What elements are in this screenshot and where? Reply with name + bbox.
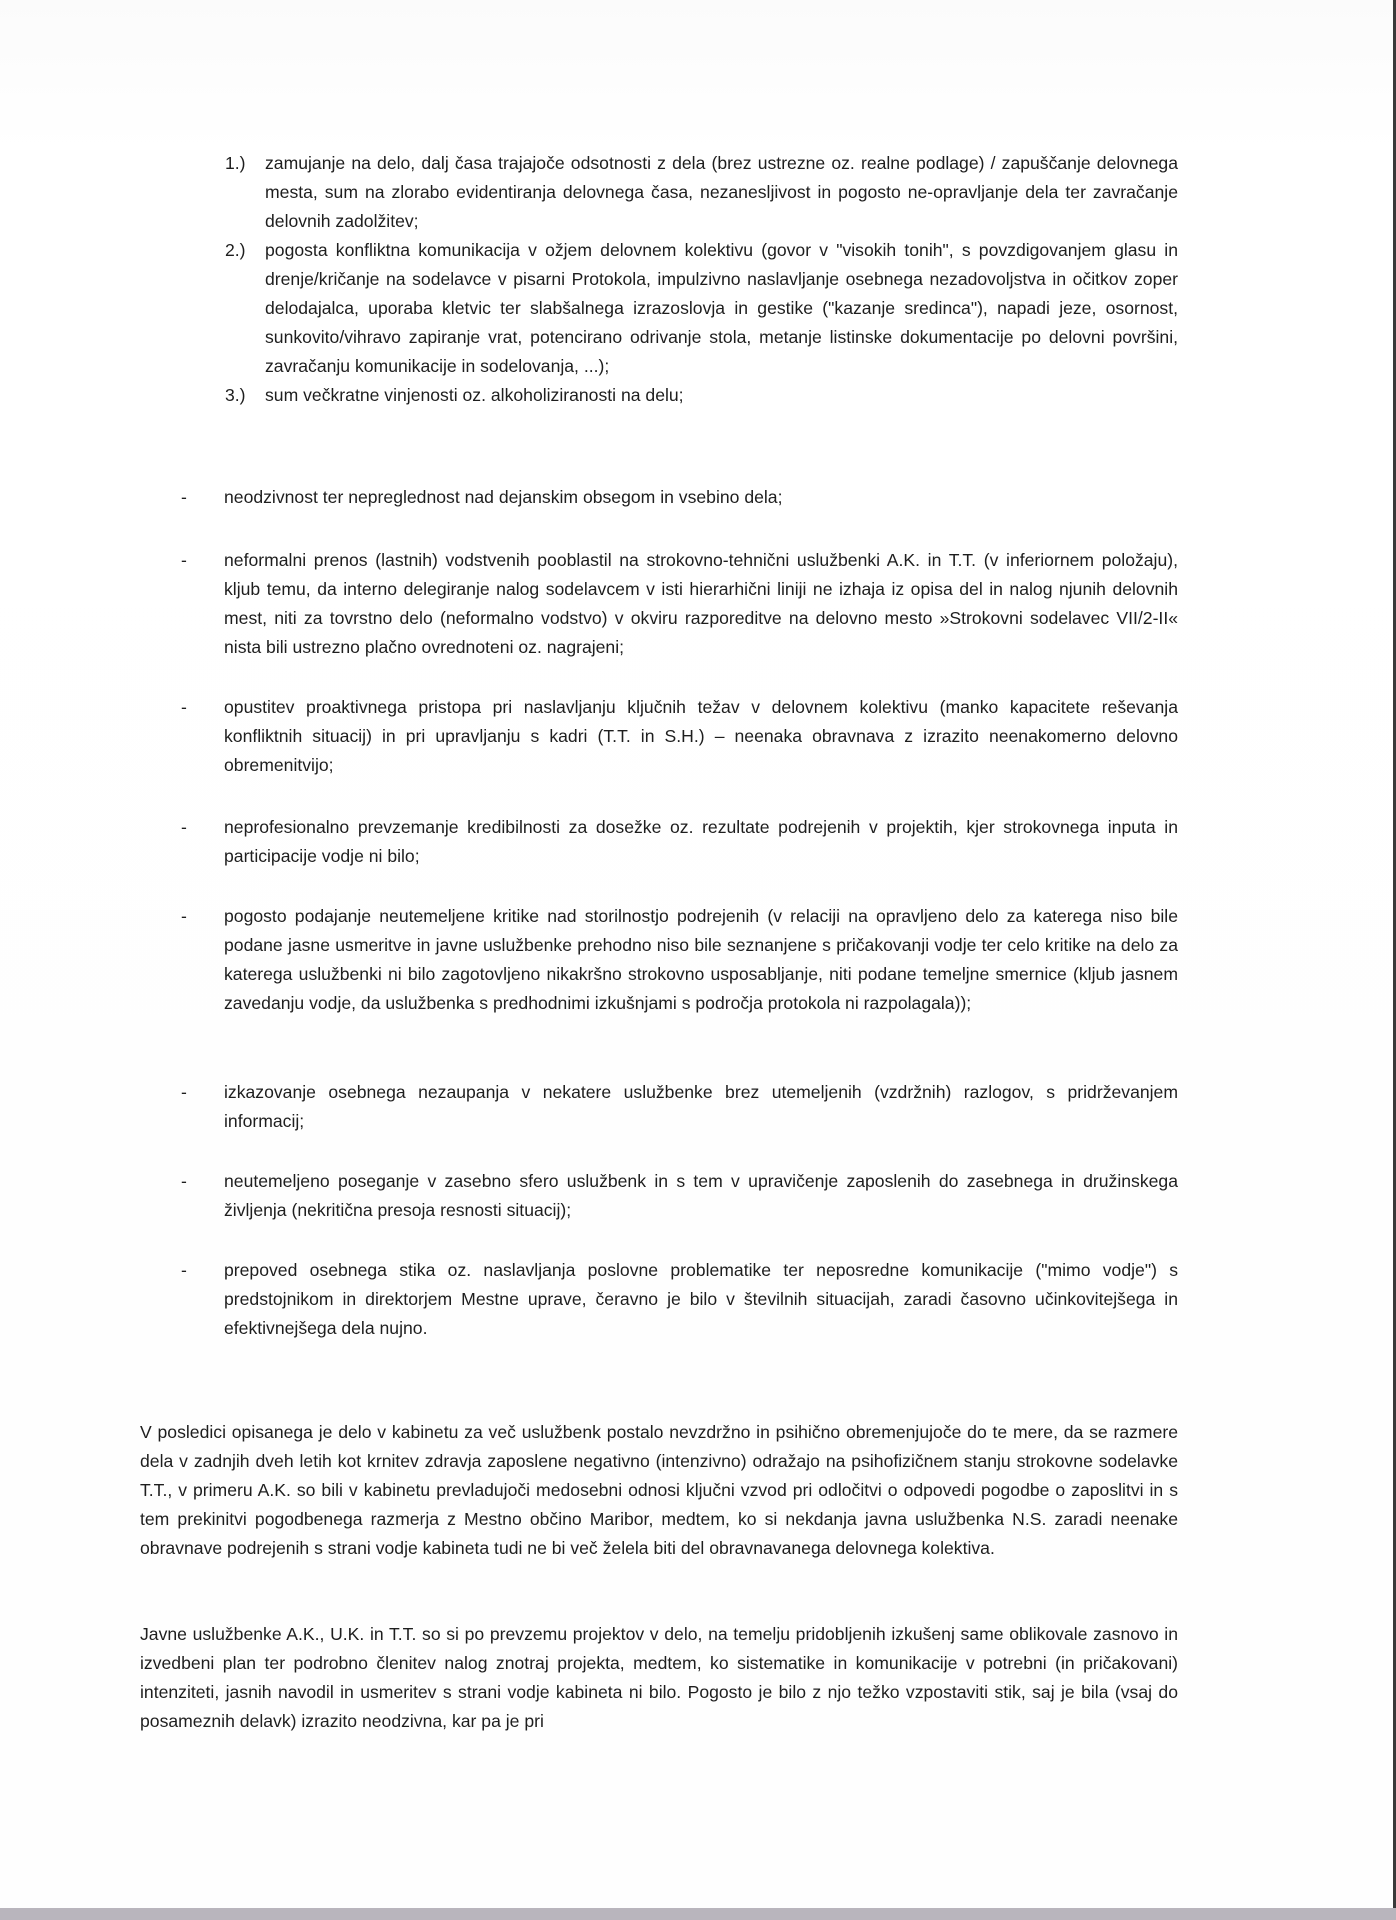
item-number: 2.): [225, 240, 246, 260]
bullet-item: [181, 1078, 1178, 1136]
numbered-list: [225, 149, 1178, 410]
numbered-item: [225, 149, 1178, 236]
bullet-item: [181, 483, 1178, 512]
bullet-text: izkazovanje osebnega nezaupanja v nekatere uslužbenke brez utemeljenih (vzdržnih) razlogov, s pridrževanjem informacij;: [224, 1082, 1178, 1131]
numbered-item: [225, 381, 1178, 410]
bullet-text: opustitev proaktivnega pristopa pri naslavljanju ključnih težav v delovnem kolektivu (manko kapacitete reševanja konfliktnih situacij) in pri upravljanju s kadri (T.T. in S.H.) – neenaka obravnava z izrazito neenakomerno delovno obremenitvijo;: [224, 697, 1178, 775]
bullet-item: [181, 1256, 1178, 1343]
bullet-item: [181, 902, 1178, 1018]
bullet-text: neutemeljeno poseganje v zasebno sfero uslužbenk in s tem v upravičenje zaposlenih do zasebnega in družinskega življenja (nekritična presoja resnosti situacij);: [224, 1171, 1178, 1220]
dash-bullet-icon: -: [181, 1171, 187, 1191]
body-paragraph: [140, 1418, 1178, 1563]
bullet-item: [181, 1167, 1178, 1225]
item-text: sum večkratne vinjenosti oz. alkoholiziranosti na delu;: [265, 385, 684, 405]
bullet-item: [181, 546, 1178, 662]
dash-bullet-icon: -: [181, 906, 187, 926]
bullet-text: neprofesionalno prevzemanje kredibilnosti za dosežke oz. rezultate podrejenih v projektih, kjer strokovnega inputa in participacije vodje ni bilo;: [224, 817, 1178, 866]
bullet-item: [181, 693, 1178, 780]
dash-bullet-icon: -: [181, 487, 187, 507]
item-number: 1.): [225, 153, 246, 173]
dash-bullet-icon: -: [181, 550, 187, 570]
bullet-text: neodzivnost ter nepreglednost nad dejanskim obsegom in vsebino dela;: [224, 487, 783, 507]
dash-bullet-icon: -: [181, 697, 187, 717]
scanner-bed-strip: [0, 1908, 1396, 1920]
paragraph-text: V posledici opisanega je delo v kabinetu za več uslužbenk postalo nevzdržno in psihično obremenjujoče do te mere, da se razmere dela v zadnjih dveh letih kot krnitev zdravja zaposlene negativno (intenzivno) odražajo na psihofizičnem stanju strokovne sodelavke T.T., v primeru A.K. so bili v kabinetu prevladujoči medosebni odnosi ključni vzvod pri odločitvi o odpovedi pogodbe o zaposlitvi in s tem prekinitvi pogodbenega razmerja z Mestno občino Maribor, medtem, ko si nekdanja javna uslužbenka N.S. zaradi neenake obravnave podrejenih s strani vodje kabineta tudi ne bi več želela biti del obravnavanega delovnega kolektiva.: [140, 1422, 1178, 1558]
dash-bullet-icon: -: [181, 817, 187, 837]
dash-bullet-icon: -: [181, 1260, 187, 1280]
item-text: pogosta konfliktna komunikacija v ožjem delovnem kolektivu (govor v "visokih tonih", s povzdigovanjem glasu in drenje/kričanje na sodelavce v pisarni Protokola, impulzivno naslavljanje osebnega nezadovoljstva in očitkov zoper delodajalca, uporaba kletvic ter slabšalnega izrazoslovja in gestike ("kazanje sredinca"), napadi jeze, osornost, sunkovito/vihravo zapiranje vrat, potencirano odrivanje stola, metanje listinske dokumentacije po delovni površini, zavračanju komunikacije in sodelovanja, ...);: [265, 240, 1178, 376]
item-text: zamujanje na delo, dalj časa trajajoče odsotnosti z dela (brez ustrezne oz. realne podlage) / zapuščanje delovnega mesta, sum na zlorabo evidentiranja delovnega časa, nezanesljivost in pogosto ne-opravljanje dela ter zavračanje delovnih zadolžitev;: [265, 153, 1178, 231]
bullet-text: prepoved osebnega stika oz. naslavljanja poslovne problematike ter neposredne komunikacije ("mimo vodje") s predstojnikom in direktorjem Mestne uprave, čeravno je bilo v številnih situacijah, zaradi časovno učinkovitejšega in efektivnejšega dela nujno.: [224, 1260, 1178, 1338]
dash-bullet-icon: -: [181, 1082, 187, 1102]
item-number: 3.): [225, 385, 246, 405]
body-paragraph: [140, 1620, 1178, 1736]
bullet-text: neformalni prenos (lastnih) vodstvenih pooblastil na strokovno-tehnični uslužbenki A.K. in T.T. (v inferiornem položaju), kljub temu, da interno delegiranje nalog sodelavcem v isti hierarhični liniji ne izhaja iz opisa del in nalog njunih delovnih mest, niti za tovrstno delo (neformalno vodstvo) v okviru razporeditve na delovno mesto »Strokovni sodelavec VII/2-II« nista bili ustrezno plačno ovrednoteni oz. nagrajeni;: [224, 550, 1178, 657]
bullet-item: [181, 813, 1178, 871]
paragraph-text: Javne uslužbenke A.K., U.K. in T.T. so si po prevzemu projektov v delo, na temelju pridobljenih izkušenj same oblikovale zasnovo in izvedbeni plan ter podrobno členitev nalog znotraj projekta, medtem, ko sistematike in komunikacije v potrebni (in pričakovani) intenziteti, jasnih navodil in usmeritev s strani vodje kabineta ni bilo. Pogosto je bilo z njo težko vzpostaviti stik, saj je bila (vsaj do posameznih delavk) izrazito neodzivna, kar pa je pri: [140, 1624, 1178, 1731]
numbered-item: [225, 236, 1178, 381]
bullet-text: pogosto podajanje neutemeljene kritike nad storilnostjo podrejenih (v relaciji na opravljeno delo za katerega niso bile podane jasne usmeritve in javne uslužbenke prehodno niso bile seznanjene s pričakovanji vodje ter celo kritike na delo za katerega uslužbenki ni bilo zagotovljeno nikakršno strokovno usposabljanje, niti podane temeljne smernice (kljub jasnem zavedanju vodje, da uslužbenka s predhodnimi izkušnjami s področja protokola ni razpolagala));: [224, 906, 1178, 1013]
